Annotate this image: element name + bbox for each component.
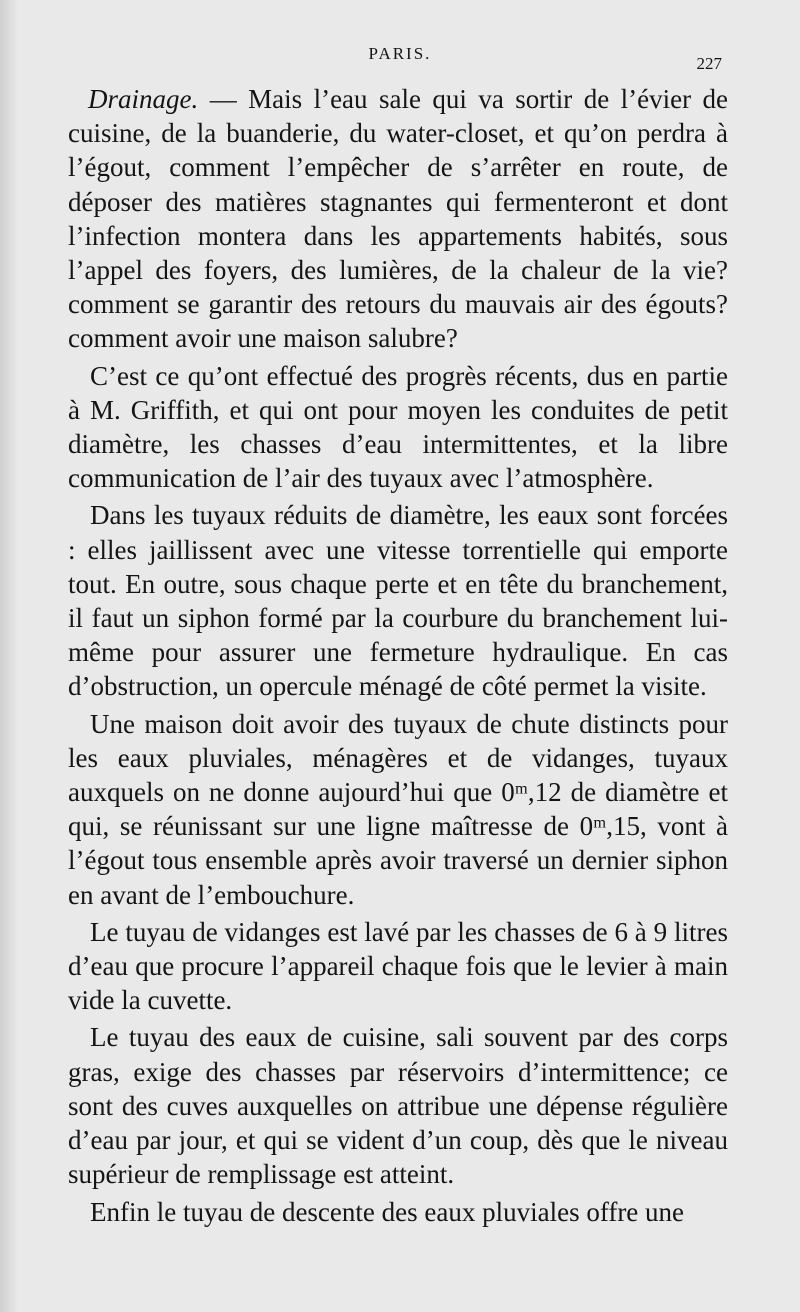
paragraph-text: Le tuyau de vidanges est lavé par les chasses de 6 à 9 litres d’eau que procure l’appareil chaque fois que le levier à main vide la cuvette.: [68, 916, 728, 1016]
page-gutter-shadow: [0, 0, 18, 1312]
paragraph-text: Le tuyau des eaux de cuisine, sali souvent par des corps gras, exige des chasses par réservoirs d’intermittence; ce sont des cuves auxquelles on attribue une dépense régulière d’eau par jour, et qui se vident d’un coup, dès que le niveau supérieur de remplissage est atteint.: [68, 1022, 728, 1190]
paragraph: [68, 915, 728, 1018]
run-in-heading: Drainage.: [88, 84, 199, 114]
paragraph: [68, 1020, 728, 1191]
paragraph-text: — Mais l’eau sale qui va sortir de l’évier de cuisine, de la buanderie, du water-closet, et qu’on perdra à l’égout, comment l’empêcher de s’arrêter en route, de déposer des matières stagnantes qui fermenteront et dont l’infection montera dans les appartements habités, sous l’appel des foyers, des lumières, de la chaleur de la vie? comment se garantir des retours du mauvais air des égouts? comment avoir une maison salubre?: [68, 84, 728, 354]
body-text: [68, 82, 728, 1229]
running-head: PARIS.: [368, 44, 432, 63]
paragraph-drainage: [68, 82, 728, 356]
page-number: 227: [696, 54, 722, 73]
paragraph-text: C’est ce qu’ont effectué des progrès récents, dus en partie à M. Griffith, et qui ont pour moyen les conduites de petit diamètre, les chasses d’eau intermittentes, et la libre communication de l’air des tuyaux avec l’atmosphère.: [68, 360, 728, 494]
paragraph: [68, 498, 728, 703]
paragraph: [68, 1195, 728, 1229]
paragraph: [68, 707, 728, 912]
paragraph-text: Une maison doit avoir des tuyaux de chute distincts pour les eaux pluviales, ménagères et de vidanges, tuyaux auxquels on ne donne aujourd’hui que 0ᵐ,12 de diamètre et qui, se réunissant sur une ligne maîtresse de 0ᵐ,15, vont à l’égout tous ensemble après avoir traversé un dernier siphon en avant de l’embouchure.: [68, 708, 728, 910]
paragraph: [68, 359, 728, 496]
paragraph-text: Dans les tuyaux réduits de diamètre, les eaux sont forcées : elles jaillissent avec une vitesse torrentielle qui emporte tout. En outre, sous chaque perte et en tête du branchement, il faut un siphon formé par la courbure du branchement lui-même pour assurer une fermeture hydraulique. En cas d’obstruction, un opercule ménagé de côté permet la visite.: [68, 500, 728, 702]
paragraph-text: Enfin le tuyau de descente des eaux pluviales offre une: [90, 1196, 685, 1227]
